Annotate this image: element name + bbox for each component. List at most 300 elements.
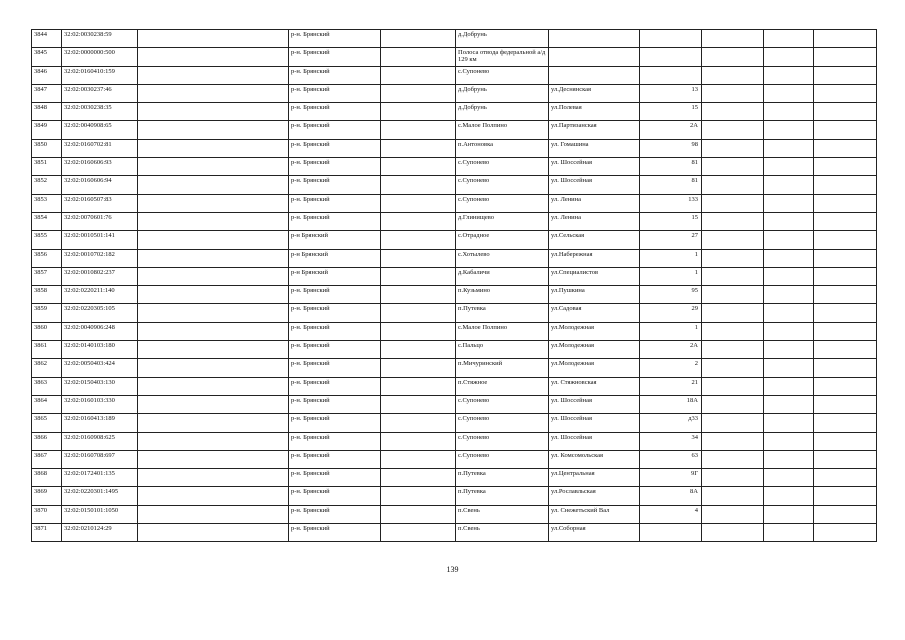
empty-cell: [764, 432, 814, 450]
locality-cell: д.Добрунь: [456, 103, 549, 121]
locality-cell: д.Добрунь: [456, 84, 549, 102]
row-number-cell: 3857: [32, 267, 62, 285]
row-number-cell: 3868: [32, 469, 62, 487]
empty-cell: [764, 505, 814, 523]
table-row: [32, 286, 877, 304]
table-row: [32, 505, 877, 523]
house-number-cell: 27: [640, 231, 702, 249]
empty-cell: [138, 524, 289, 542]
table-row: [32, 432, 877, 450]
empty-cell: [702, 267, 764, 285]
cadastral-number-cell: 32:02:0220301:1495: [62, 487, 138, 505]
empty-cell: [702, 158, 764, 176]
empty-cell: [814, 212, 877, 230]
row-number-cell: 3845: [32, 48, 62, 66]
district-cell: р-н. Брянский: [289, 414, 381, 432]
empty-cell: [764, 341, 814, 359]
empty-cell: [764, 395, 814, 413]
empty-cell: [138, 103, 289, 121]
street-cell: [549, 66, 640, 84]
empty-cell: [814, 48, 877, 66]
district-cell: р-н. Брянский: [289, 103, 381, 121]
empty-cell: [702, 432, 764, 450]
empty-cell: [814, 322, 877, 340]
street-cell: ул.Рославльская: [549, 487, 640, 505]
cadastral-number-cell: 32:02:0150101:1050: [62, 505, 138, 523]
empty-cell: [381, 322, 456, 340]
empty-cell: [381, 139, 456, 157]
empty-cell: [381, 377, 456, 395]
empty-cell: [381, 414, 456, 432]
table-row: [32, 212, 877, 230]
table-row: [32, 450, 877, 468]
house-number-cell: 15: [640, 103, 702, 121]
table-row: [32, 377, 877, 395]
empty-cell: [381, 103, 456, 121]
empty-cell: [814, 249, 877, 267]
cadastral-number-cell: 32:02:0010702:182: [62, 249, 138, 267]
empty-cell: [764, 103, 814, 121]
empty-cell: [764, 359, 814, 377]
locality-cell: с.Супонево: [456, 450, 549, 468]
empty-cell: [381, 231, 456, 249]
house-number-cell: 2А: [640, 341, 702, 359]
street-cell: ул.Молодежная: [549, 341, 640, 359]
empty-cell: [702, 341, 764, 359]
house-number-cell: 81: [640, 176, 702, 194]
row-number-cell: 3864: [32, 395, 62, 413]
empty-cell: [138, 432, 289, 450]
table-row: [32, 231, 877, 249]
cadastral-number-cell: 32:02:0070601:76: [62, 212, 138, 230]
empty-cell: [814, 66, 877, 84]
locality-cell: с.Малое Полпино: [456, 121, 549, 139]
cadastral-number-cell: 32:02:0160410:159: [62, 66, 138, 84]
house-number-cell: [640, 30, 702, 48]
house-number-cell: 98: [640, 139, 702, 157]
row-number-cell: 3861: [32, 341, 62, 359]
table-row: [32, 66, 877, 84]
empty-cell: [764, 267, 814, 285]
cadastral-number-cell: 32:02:0050403:424: [62, 359, 138, 377]
table-row: [32, 487, 877, 505]
row-number-cell: 3847: [32, 84, 62, 102]
empty-cell: [814, 139, 877, 157]
locality-cell: п.Мичуринский: [456, 359, 549, 377]
house-number-cell: [640, 48, 702, 66]
empty-cell: [814, 158, 877, 176]
locality-cell: п.Свень: [456, 524, 549, 542]
empty-cell: [381, 359, 456, 377]
row-number-cell: 3850: [32, 139, 62, 157]
empty-cell: [381, 194, 456, 212]
table-row: [32, 249, 877, 267]
empty-cell: [764, 212, 814, 230]
empty-cell: [381, 267, 456, 285]
table-row: [32, 158, 877, 176]
empty-cell: [138, 395, 289, 413]
empty-cell: [814, 487, 877, 505]
district-cell: р-н. Брянский: [289, 304, 381, 322]
district-cell: р-н. Брянский: [289, 505, 381, 523]
empty-cell: [814, 231, 877, 249]
row-number-cell: 3871: [32, 524, 62, 542]
empty-cell: [138, 341, 289, 359]
empty-cell: [702, 231, 764, 249]
empty-cell: [381, 395, 456, 413]
empty-cell: [702, 121, 764, 139]
row-number-cell: 3858: [32, 286, 62, 304]
cadastral-number-cell: 32:02:0160606:94: [62, 176, 138, 194]
cadastral-number-cell: 32:02:0160507:83: [62, 194, 138, 212]
locality-cell: п.Свень: [456, 505, 549, 523]
street-cell: ул.Партизанская: [549, 121, 640, 139]
empty-cell: [702, 469, 764, 487]
table-row: [32, 395, 877, 413]
empty-cell: [702, 322, 764, 340]
cadastral-number-cell: 32:02:0160413:189: [62, 414, 138, 432]
empty-cell: [138, 66, 289, 84]
row-number-cell: 3867: [32, 450, 62, 468]
row-number-cell: 3859: [32, 304, 62, 322]
empty-cell: [764, 322, 814, 340]
house-number-cell: 18А: [640, 395, 702, 413]
empty-cell: [764, 176, 814, 194]
locality-cell: п.Кузьмино: [456, 286, 549, 304]
street-cell: [549, 48, 640, 66]
row-number-cell: 3855: [32, 231, 62, 249]
house-number-cell: 29: [640, 304, 702, 322]
empty-cell: [381, 212, 456, 230]
page-number: 139: [446, 565, 459, 574]
cadastral-number-cell: 32:02:0220305:105: [62, 304, 138, 322]
district-cell: р-н. Брянский: [289, 48, 381, 66]
district-cell: р-н. Брянский: [289, 66, 381, 84]
empty-cell: [381, 487, 456, 505]
row-number-cell: 3863: [32, 377, 62, 395]
street-cell: ул.Специалистов: [549, 267, 640, 285]
empty-cell: [381, 66, 456, 84]
street-cell: ул. Шоссейная: [549, 432, 640, 450]
district-cell: р-н. Брянский: [289, 286, 381, 304]
house-number-cell: 63: [640, 450, 702, 468]
house-number-cell: 13: [640, 84, 702, 102]
locality-cell: с.Супонево: [456, 395, 549, 413]
row-number-cell: 3851: [32, 158, 62, 176]
empty-cell: [138, 121, 289, 139]
empty-cell: [381, 249, 456, 267]
empty-cell: [764, 30, 814, 48]
district-cell: р-н. Брянский: [289, 469, 381, 487]
cadastral-number-cell: 32:02:0030237:46: [62, 84, 138, 102]
empty-cell: [138, 158, 289, 176]
locality-cell: с.Супонево: [456, 158, 549, 176]
street-cell: ул. Гомашина: [549, 139, 640, 157]
empty-cell: [381, 450, 456, 468]
district-cell: р-н. Брянский: [289, 158, 381, 176]
locality-cell: с.Супонево: [456, 414, 549, 432]
street-cell: ул. Комсомольская: [549, 450, 640, 468]
empty-cell: [814, 432, 877, 450]
house-number-cell: 4: [640, 505, 702, 523]
table-row: [32, 30, 877, 48]
house-number-cell: 1: [640, 249, 702, 267]
empty-cell: [814, 377, 877, 395]
house-number-cell: 1: [640, 267, 702, 285]
locality-cell: д.Кабаличи: [456, 267, 549, 285]
district-cell: р-н. Брянский: [289, 450, 381, 468]
locality-cell: Полоса отвода федеральной а/д 129 км: [456, 48, 549, 66]
empty-cell: [381, 30, 456, 48]
empty-cell: [381, 176, 456, 194]
empty-cell: [702, 395, 764, 413]
street-cell: ул. Шоссейная: [549, 395, 640, 413]
empty-cell: [764, 377, 814, 395]
empty-cell: [814, 505, 877, 523]
district-cell: р-н. Брянский: [289, 121, 381, 139]
empty-cell: [381, 84, 456, 102]
house-number-cell: д33: [640, 414, 702, 432]
table-row: [32, 176, 877, 194]
row-number-cell: 3862: [32, 359, 62, 377]
empty-cell: [764, 66, 814, 84]
street-cell: ул. Шоссейная: [549, 158, 640, 176]
table-row: [32, 194, 877, 212]
house-number-cell: 1: [640, 322, 702, 340]
locality-cell: д.Глинищево: [456, 212, 549, 230]
table-row: [32, 84, 877, 102]
empty-cell: [138, 359, 289, 377]
empty-cell: [814, 121, 877, 139]
street-cell: ул.Сельская: [549, 231, 640, 249]
locality-cell: п.Антоновка: [456, 139, 549, 157]
cadastral-number-cell: 32:02:0000000:500: [62, 48, 138, 66]
street-cell: ул.Центральная: [549, 469, 640, 487]
row-number-cell: 3870: [32, 505, 62, 523]
house-number-cell: 81: [640, 158, 702, 176]
empty-cell: [138, 286, 289, 304]
empty-cell: [138, 194, 289, 212]
empty-cell: [702, 450, 764, 468]
district-cell: р-н. Брянский: [289, 395, 381, 413]
empty-cell: [814, 450, 877, 468]
locality-cell: с.Супонево: [456, 66, 549, 84]
row-number-cell: 3869: [32, 487, 62, 505]
street-cell: ул. Снежетьский Вал: [549, 505, 640, 523]
cadastral-number-cell: 32:02:0210124:29: [62, 524, 138, 542]
cadastral-number-cell: 32:02:0140103:180: [62, 341, 138, 359]
house-number-cell: 133: [640, 194, 702, 212]
empty-cell: [702, 139, 764, 157]
empty-cell: [764, 84, 814, 102]
empty-cell: [814, 30, 877, 48]
empty-cell: [138, 212, 289, 230]
cadastral-number-cell: 32:02:0160103:330: [62, 395, 138, 413]
empty-cell: [381, 432, 456, 450]
row-number-cell: 3865: [32, 414, 62, 432]
street-cell: ул. Ленина: [549, 194, 640, 212]
empty-cell: [814, 304, 877, 322]
row-number-cell: 3860: [32, 322, 62, 340]
locality-cell: п.Путевка: [456, 469, 549, 487]
table-row: [32, 469, 877, 487]
house-number-cell: 34: [640, 432, 702, 450]
street-cell: ул.Молодежная: [549, 359, 640, 377]
row-number-cell: 3849: [32, 121, 62, 139]
empty-cell: [814, 469, 877, 487]
street-cell: ул.Молодежная: [549, 322, 640, 340]
locality-cell: с.Отрадное: [456, 231, 549, 249]
empty-cell: [381, 121, 456, 139]
empty-cell: [702, 377, 764, 395]
locality-cell: с.Супонево: [456, 176, 549, 194]
locality-cell: п.Путевка: [456, 304, 549, 322]
cadastral-number-cell: 32:02:0220211:140: [62, 286, 138, 304]
empty-cell: [764, 231, 814, 249]
street-cell: ул. Стяжновская: [549, 377, 640, 395]
empty-cell: [814, 84, 877, 102]
empty-cell: [138, 450, 289, 468]
house-number-cell: 15: [640, 212, 702, 230]
empty-cell: [764, 139, 814, 157]
empty-cell: [138, 487, 289, 505]
empty-cell: [138, 231, 289, 249]
street-cell: ул.Пушкина: [549, 286, 640, 304]
empty-cell: [814, 286, 877, 304]
empty-cell: [138, 176, 289, 194]
empty-cell: [702, 304, 764, 322]
house-number-cell: [640, 524, 702, 542]
empty-cell: [381, 505, 456, 523]
district-cell: р-н Брянский: [289, 249, 381, 267]
cadastral-number-cell: 32:02:0030238:59: [62, 30, 138, 48]
empty-cell: [138, 30, 289, 48]
row-number-cell: 3846: [32, 66, 62, 84]
empty-cell: [814, 103, 877, 121]
district-cell: р-н. Брянский: [289, 487, 381, 505]
empty-cell: [138, 505, 289, 523]
table-row: [32, 341, 877, 359]
empty-cell: [814, 524, 877, 542]
street-cell: ул.Садовая: [549, 304, 640, 322]
empty-cell: [138, 267, 289, 285]
street-cell: ул.Соборная: [549, 524, 640, 542]
row-number-cell: 3856: [32, 249, 62, 267]
empty-cell: [702, 505, 764, 523]
cadastral-number-cell: 32:02:0010802:237: [62, 267, 138, 285]
empty-cell: [702, 524, 764, 542]
empty-cell: [764, 194, 814, 212]
empty-cell: [702, 30, 764, 48]
table-row: [32, 414, 877, 432]
empty-cell: [381, 524, 456, 542]
table-row: [32, 267, 877, 285]
empty-cell: [702, 286, 764, 304]
table-body: [32, 30, 877, 542]
district-cell: р-н. Брянский: [289, 377, 381, 395]
empty-cell: [764, 158, 814, 176]
cadastral-number-cell: 32:02:0030238:35: [62, 103, 138, 121]
empty-cell: [138, 377, 289, 395]
table-row: [32, 322, 877, 340]
street-cell: ул.Деснянская: [549, 84, 640, 102]
district-cell: р-н. Брянский: [289, 432, 381, 450]
cadastral-number-cell: 32:02:0160708:697: [62, 450, 138, 468]
row-number-cell: 3854: [32, 212, 62, 230]
empty-cell: [702, 194, 764, 212]
street-cell: ул. Ленина: [549, 212, 640, 230]
empty-cell: [764, 304, 814, 322]
registry-table: [31, 29, 877, 542]
district-cell: р-н Брянский: [289, 267, 381, 285]
empty-cell: [138, 304, 289, 322]
house-number-cell: 9Г: [640, 469, 702, 487]
empty-cell: [702, 487, 764, 505]
empty-cell: [764, 249, 814, 267]
table-row: [32, 139, 877, 157]
empty-cell: [138, 322, 289, 340]
empty-cell: [138, 139, 289, 157]
empty-cell: [764, 487, 814, 505]
house-number-cell: 8А: [640, 487, 702, 505]
empty-cell: [381, 341, 456, 359]
empty-cell: [764, 469, 814, 487]
cadastral-number-cell: 32:02:0160606:93: [62, 158, 138, 176]
cadastral-number-cell: 32:02:0160702:81: [62, 139, 138, 157]
district-cell: р-н. Брянский: [289, 176, 381, 194]
table-row: [32, 48, 877, 66]
empty-cell: [702, 359, 764, 377]
empty-cell: [381, 469, 456, 487]
house-number-cell: 95: [640, 286, 702, 304]
empty-cell: [764, 414, 814, 432]
cadastral-number-cell: 32:02:0010501:141: [62, 231, 138, 249]
empty-cell: [702, 414, 764, 432]
empty-cell: [381, 48, 456, 66]
empty-cell: [702, 66, 764, 84]
table-row: [32, 524, 877, 542]
street-cell: ул. Шоссейная: [549, 176, 640, 194]
empty-cell: [764, 450, 814, 468]
street-cell: [549, 30, 640, 48]
empty-cell: [702, 84, 764, 102]
empty-cell: [381, 304, 456, 322]
empty-cell: [702, 249, 764, 267]
empty-cell: [381, 286, 456, 304]
empty-cell: [381, 158, 456, 176]
table-row: [32, 359, 877, 377]
cadastral-number-cell: 32:02:0150403:130: [62, 377, 138, 395]
district-cell: р-н. Брянский: [289, 524, 381, 542]
house-number-cell: 2А: [640, 121, 702, 139]
row-number-cell: 3866: [32, 432, 62, 450]
district-cell: р-н. Брянский: [289, 359, 381, 377]
empty-cell: [702, 212, 764, 230]
locality-cell: п.Стяжное: [456, 377, 549, 395]
row-number-cell: 3844: [32, 30, 62, 48]
row-number-cell: 3853: [32, 194, 62, 212]
table-row: [32, 304, 877, 322]
district-cell: р-н. Брянский: [289, 194, 381, 212]
street-cell: ул. Шоссейная: [549, 414, 640, 432]
district-cell: р-н. Брянский: [289, 139, 381, 157]
empty-cell: [814, 176, 877, 194]
empty-cell: [814, 194, 877, 212]
house-number-cell: [640, 66, 702, 84]
empty-cell: [764, 48, 814, 66]
street-cell: ул.Полевая: [549, 103, 640, 121]
district-cell: р-н. Брянский: [289, 84, 381, 102]
